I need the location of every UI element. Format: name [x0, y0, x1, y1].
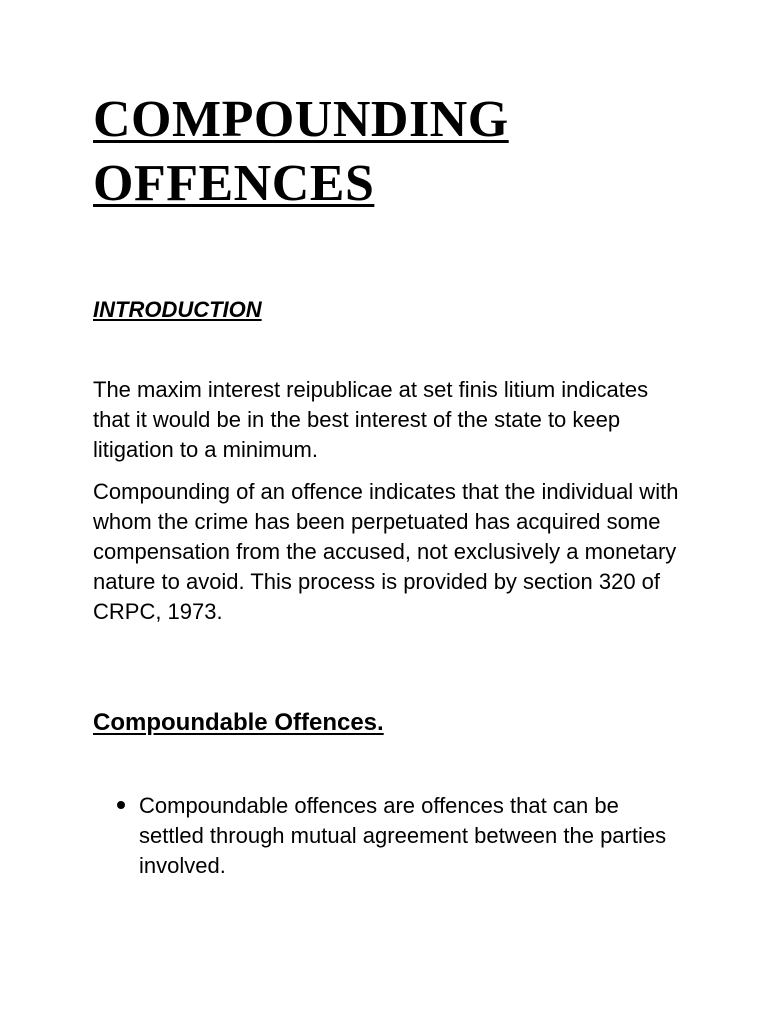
document-title: [93, 88, 693, 216]
compounding-definition-paragraph: Compounding of an offence indicates that the individual with whom the crime has been perpetuated has acquired some compensation from the accused, not exclusively a monetary nature to avoid. This process is provided by section 320 of CRPC, 1973.: [93, 479, 679, 624]
bullet-text: Compoundable offences are offences that can be settled through mutual agreement between the parties involved.: [139, 793, 667, 878]
introduction-heading: INTRODUCTION: [93, 297, 262, 322]
introduction-paragraph: The maxim interest reipublicae at set finis litium indicates that it would be in the best interest of the state to keep litigation to a minimum.: [93, 377, 649, 462]
title-line: OFFENCES: [93, 155, 375, 212]
bullet-icon: [117, 801, 125, 809]
list-item: [93, 791, 683, 881]
bullet-list: [93, 791, 683, 881]
compoundable-offences-heading: Compoundable Offences.: [93, 709, 384, 736]
title-line: COMPOUNDING: [93, 91, 509, 148]
